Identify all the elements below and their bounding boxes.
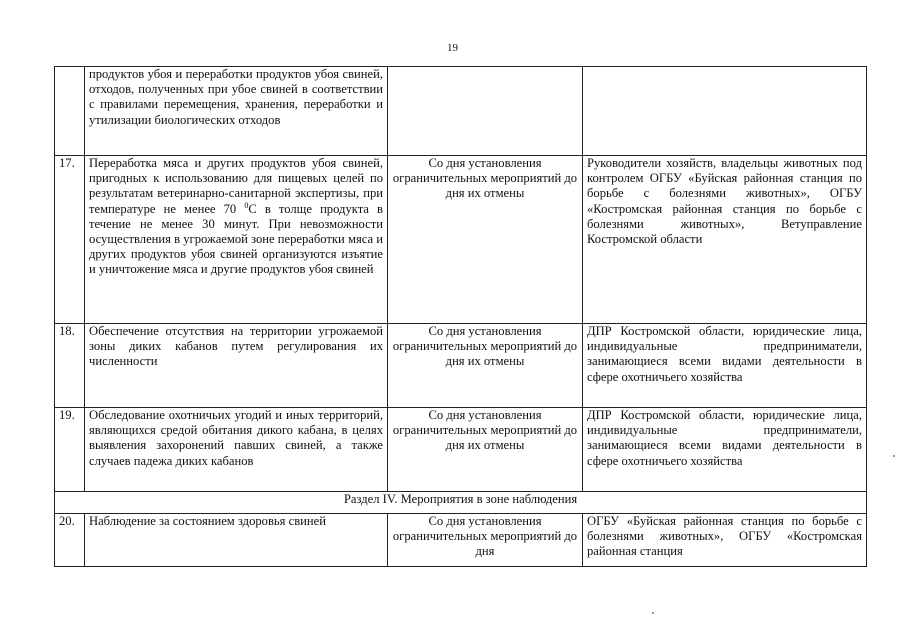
table-row xyxy=(55,324,867,408)
table-row xyxy=(55,67,867,156)
page-number: 19 xyxy=(447,42,458,54)
responsible-cell: ДПР Костромской области, юридические лица, индивидуальные предприниматели, занимающиеся всеми видами деятельности в сфере охотничьего хозяйства xyxy=(583,408,867,492)
measure-cell xyxy=(85,156,388,324)
responsible-cell: ДПР Костромской области, юридические лица, индивидуальные предприниматели, занимающиеся всеми видами деятельности в сфере охотничьего хозяйства xyxy=(583,324,867,408)
term-cell: Со дня установления ограничительных мероприятий до дня xyxy=(388,514,583,567)
term-cell: Со дня установления ограничительных мероприятий до дня их отмены xyxy=(388,324,583,408)
term-cell: Со дня установления ограничительных мероприятий до дня их отмены xyxy=(388,156,583,324)
measure-cell: Наблюдение за состоянием здоровья свиней xyxy=(85,514,388,567)
table-row xyxy=(55,408,867,492)
row-number: 19. xyxy=(55,408,85,492)
term-cell: Со дня установления ограничительных мероприятий до дня их отмены xyxy=(388,408,583,492)
row-number: 18. xyxy=(55,324,85,408)
measure-cell: Обеспечение отсутствия на территории угрожаемой зоны диких кабанов путем регулирования их численности xyxy=(85,324,388,408)
responsible-cell: Руководители хозяйств, владельцы животных под контролем ОГБУ «Буйская районная станция по борьбе с болезнями животных», ОГБУ «Костромская районная станция по борьбе с болезнями животных», Ветуправление Костромской области xyxy=(583,156,867,324)
measure-text-end: С в толще продукта в течение не менее 30 минут. При невозможности осуществления в угрожаемой зоне переработки мяса и других продуктов убоя свиней организуются изъятие и уничтожение мяса и другие продуктов убоя свиней xyxy=(89,201,383,277)
section-heading: Раздел IV. Мероприятия в зоне наблюдения xyxy=(55,492,867,514)
term-cell xyxy=(388,67,583,156)
measures-table xyxy=(54,66,867,567)
table-row xyxy=(55,514,867,567)
measure-text-start: Переработка мяса и других продуктов убоя свиней, пригодных к использованию для пищевых целей по результатам ветеринарно-санитарной экспертизы, при температуре не менее 70 xyxy=(89,156,383,216)
section-row xyxy=(55,492,867,514)
scan-speck xyxy=(893,455,895,457)
responsible-cell xyxy=(583,67,867,156)
scan-speck xyxy=(652,612,654,614)
row-number xyxy=(55,67,85,156)
row-number: 20. xyxy=(55,514,85,567)
degree-superscript: 0 xyxy=(244,200,249,210)
measure-cell: Обследование охотничьих угодий и иных территорий, являющихся средой обитания дикого кабана, в целях выявления захоронений павших свиней, а также случаев падежа диких кабанов xyxy=(85,408,388,492)
measure-cell: продуктов убоя и переработки продуктов убоя свиней, отходов, полученных при убое свиней в соответствии с правилами перемещения, хранения, переработки и утилизации биологических отходов xyxy=(85,67,388,156)
table-row xyxy=(55,156,867,324)
responsible-cell: ОГБУ «Буйская районная станция по борьбе с болезнями животных», ОГБУ «Костромская районная станция xyxy=(583,514,867,567)
row-number: 17. xyxy=(55,156,85,324)
